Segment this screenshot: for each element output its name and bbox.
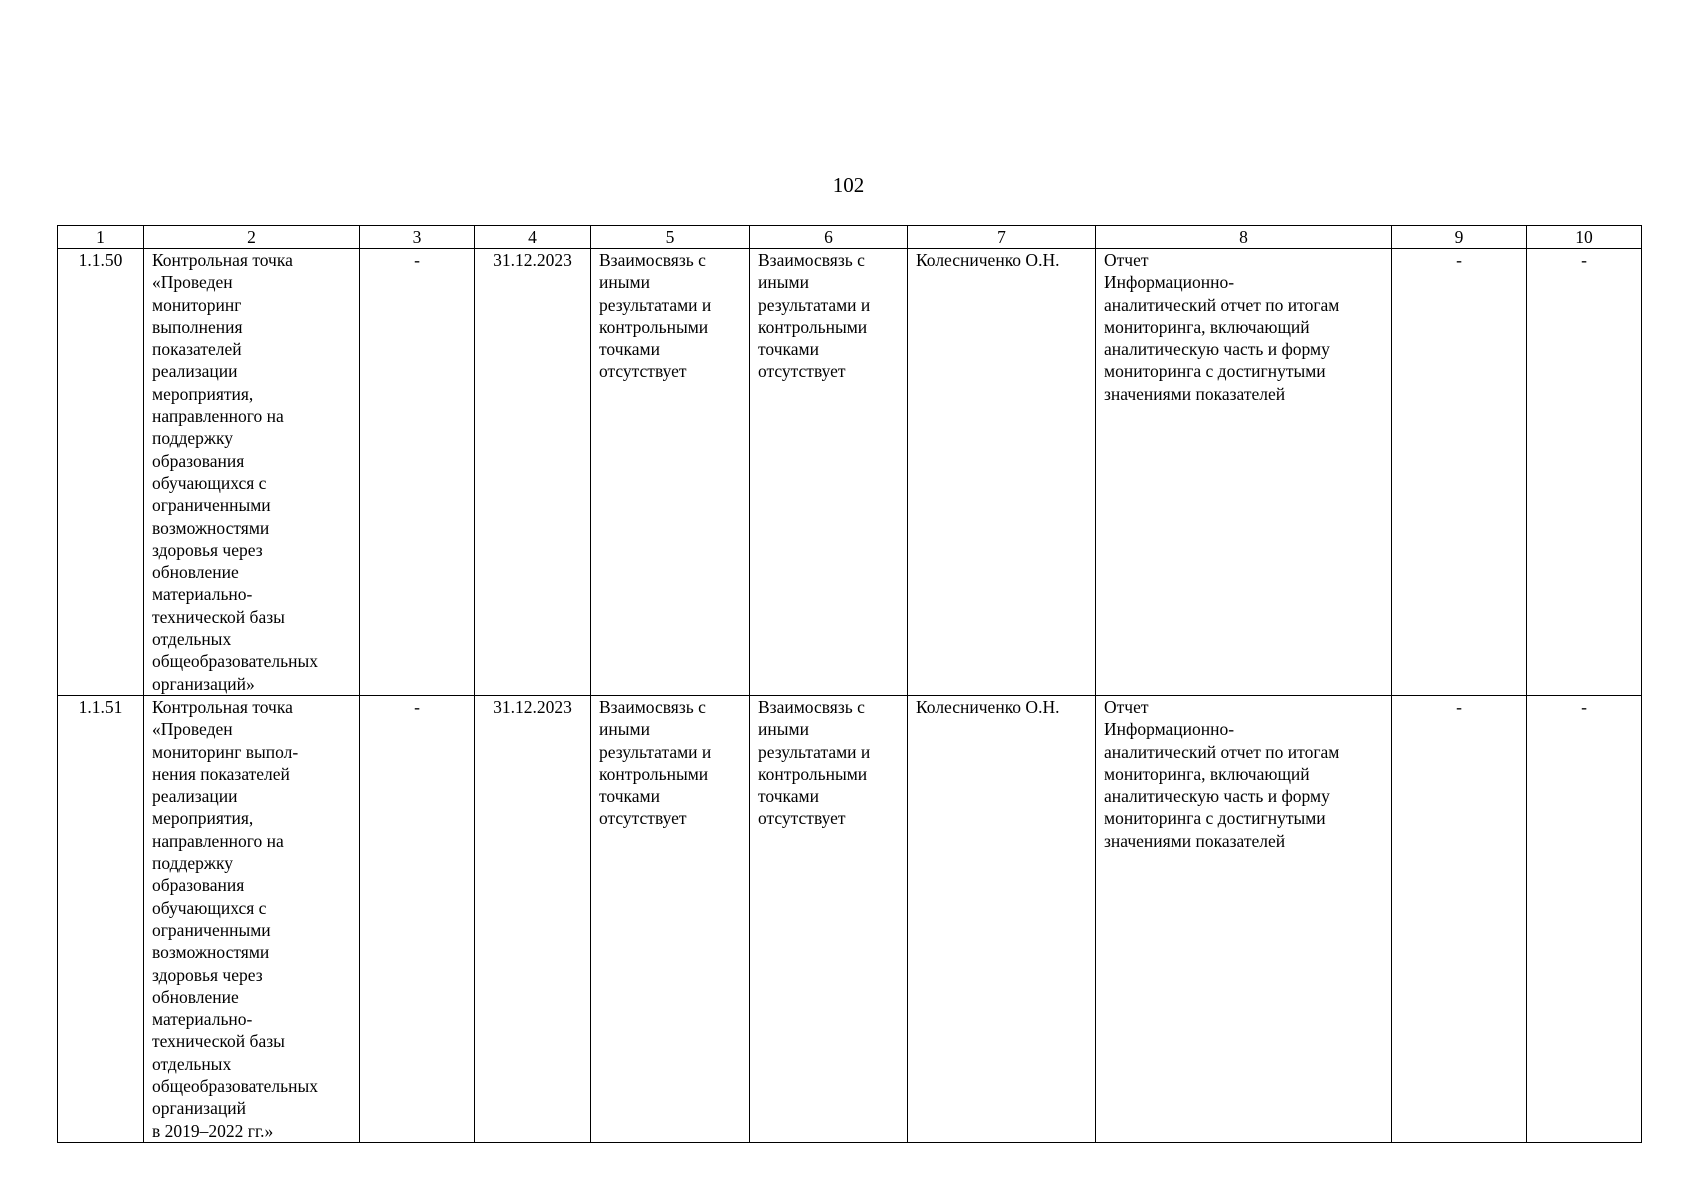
responsible-person: Колесниченко О.Н. (908, 695, 1096, 1142)
column-header: 8 (1096, 226, 1392, 249)
row-number: 1.1.51 (58, 695, 144, 1142)
header-row (58, 226, 1642, 249)
column-header: 4 (475, 226, 591, 249)
table-row (58, 249, 1642, 696)
due-date: 31.12.2023 (475, 695, 591, 1142)
report-type: Отчет Информационно- аналитический отчет по итогам мониторинга, включающий аналитическую часть и форму мониторинга с достигнутыми значениями показателей (1096, 249, 1392, 696)
relation-points: Взаимосвязь с иными результатами и контрольными точками отсутствует (750, 695, 908, 1142)
cell-col3: - (360, 249, 475, 696)
row-number: 1.1.50 (58, 249, 144, 696)
relation-results: Взаимосвязь с иными результатами и контрольными точками отсутствует (591, 695, 750, 1142)
column-header: 9 (1392, 226, 1527, 249)
column-header: 7 (908, 226, 1096, 249)
relation-points: Взаимосвязь с иными результатами и контрольными точками отсутствует (750, 249, 908, 696)
report-type: Отчет Информационно- аналитический отчет по итогам мониторинга, включающий аналитическую часть и форму мониторинга с достигнутыми значениями показателей (1096, 695, 1392, 1142)
column-header: 3 (360, 226, 475, 249)
column-header: 1 (58, 226, 144, 249)
column-header: 2 (144, 226, 360, 249)
due-date: 31.12.2023 (475, 249, 591, 696)
table-row (58, 695, 1642, 1142)
cell-col10: - (1527, 695, 1642, 1142)
column-header: 10 (1527, 226, 1642, 249)
cell-col9: - (1392, 249, 1527, 696)
control-points-table (57, 225, 1642, 1143)
responsible-person: Колесниченко О.Н. (908, 249, 1096, 696)
page-number: 102 (832, 173, 865, 197)
cell-col9: - (1392, 695, 1527, 1142)
control-point-name: Контрольная точка «Проведен мониторинг выполнения показателей реализации мероприятия, направленного на поддержку образования обучающихся с ограниченными возможностями здоровья через обновление материально- технической базы отдельных общеобразовательных организаций» (144, 249, 360, 696)
column-header: 6 (750, 226, 908, 249)
control-point-name: Контрольная точка «Проведен мониторинг выпол- нения показателей реализации мероприятия, направленного на поддержку образования обучающихся с ограниченными возможностями здоровья через обновление материально- технической базы отдельных общеобразовательных организаций в 2019–2022 гг.» (144, 695, 360, 1142)
relation-results: Взаимосвязь с иными результатами и контрольными точками отсутствует (591, 249, 750, 696)
cell-col3: - (360, 695, 475, 1142)
column-header: 5 (591, 226, 750, 249)
cell-col10: - (1527, 249, 1642, 696)
